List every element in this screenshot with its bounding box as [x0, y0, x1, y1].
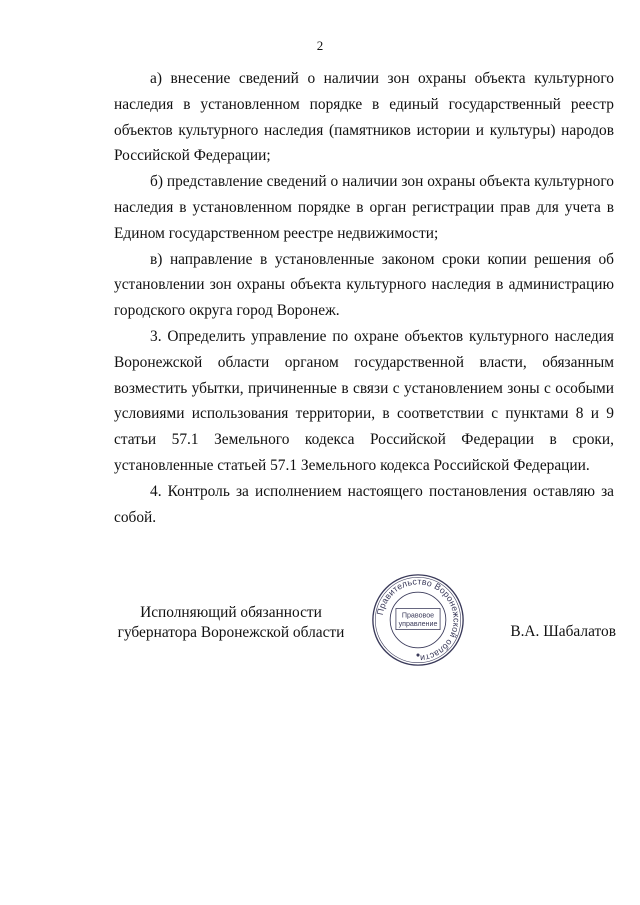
signature-block — [108, 576, 628, 683]
paragraph-4: 4. Контроль за исполнением настоящего постановления оставляю за собой. — [114, 482, 614, 526]
official-stamp — [370, 572, 466, 668]
paragraph-b: б) представление сведений о наличии зон охраны объекта культурного наследия в установленном порядке в орган регистрации прав для учета в Едином государственном реестре недвижимости; — [114, 173, 614, 242]
stamp-inner-text-2: управление — [398, 620, 438, 629]
signatory-name: В.А. Шабалатов — [510, 623, 616, 640]
stamp-inner-text-1: Правовое — [401, 611, 435, 620]
signatory-title — [116, 603, 346, 643]
document-body — [114, 66, 614, 530]
signatory-title-line2: губернатора Воронежской области — [117, 624, 345, 641]
stamp-outer-text: Правительство Воронежской области — [374, 576, 462, 664]
stamp-star-icon — [416, 654, 419, 657]
paragraph-v: в) направление в установленные законом сроки копии решения об установлении зон охраны объекта культурного наследия в администрацию городского округа город Воронеж. — [114, 250, 614, 320]
paragraph-a: а) внесение сведений о наличии зон охраны объекта культурного наследия в установленном порядке в единый государственный реестр объектов культурного наследия (памятников истории и культуры) народов Российской Федерации; — [114, 70, 614, 165]
paragraph-3: 3. Определить управление по охране объектов культурного наследия Воронежской области органом государственной власти, обязанным возместить убытки, причиненные в связи с установлением зоны с особыми условиями использования территории, в соответствии с пунктами 8 и 9 статьи 57.1 Земельного кодекса Российской Федерации в сроки, установленные статьей 57.1 Земельного кодекса Российской Федерации. — [114, 327, 614, 474]
page-number: 2 — [316, 38, 324, 53]
signatory-title-line1: Исполняющий обязанности — [140, 604, 322, 621]
